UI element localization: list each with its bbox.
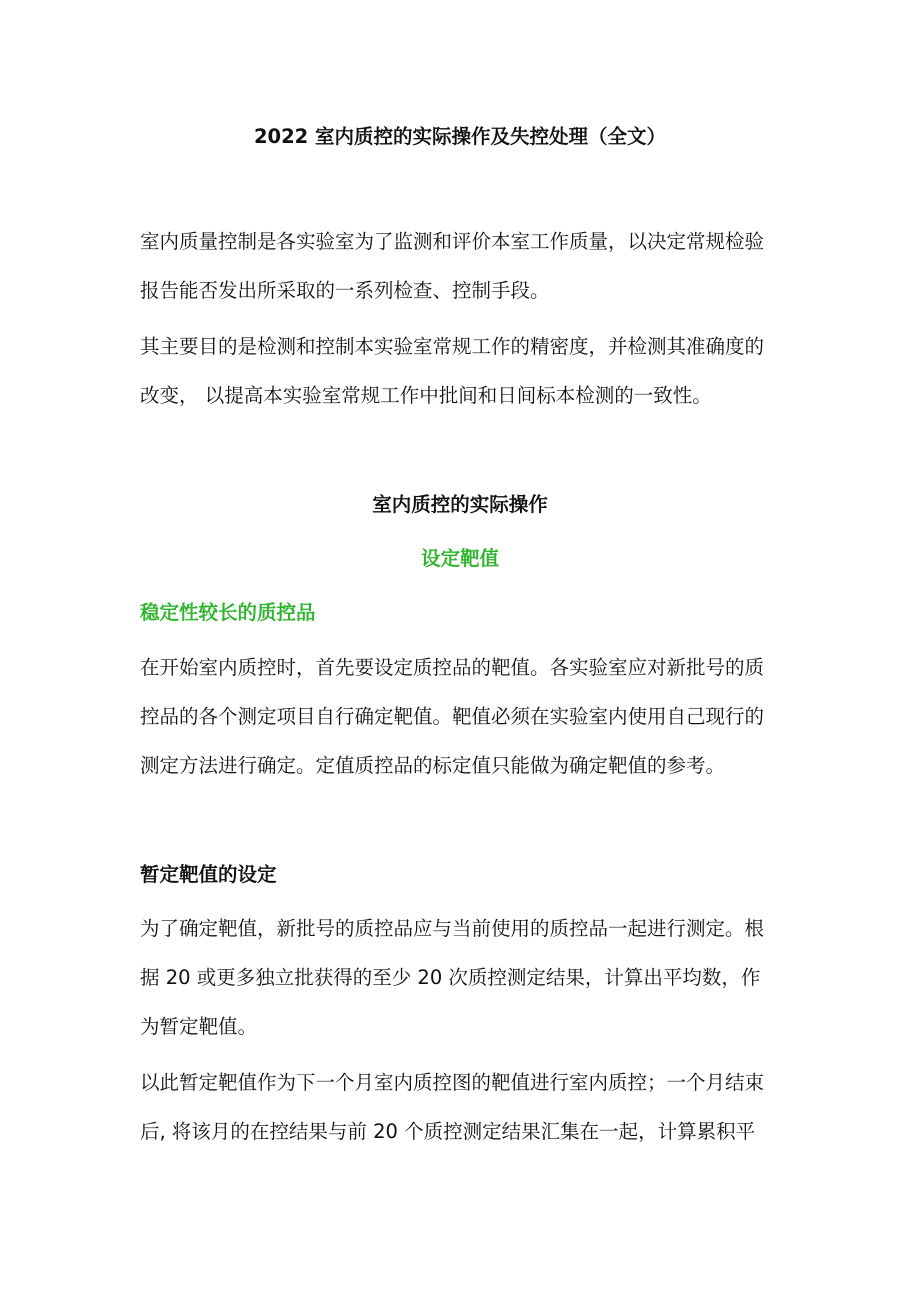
section-heading: 室内质控的实际操作	[372, 493, 548, 516]
provisional-heading: 暂定靶值的设定	[140, 863, 277, 886]
paragraph-line: 以此暂定靶值作为下一个月室内质控图的靶值进行室内质控；一个月结束	[140, 1071, 765, 1094]
paragraph-line: 改变， 以提高本实验室常规工作中批间和日间标本检测的一致性。	[140, 384, 712, 407]
paragraph-line: 报告能否发出所采取的一系列检查、控制手段。	[140, 279, 550, 302]
sub-subsection-heading: 稳定性较长的质控品	[140, 601, 316, 624]
subsection-heading: 设定靶值	[420, 547, 499, 570]
paragraph-line: 控品的各个测定项目自行确定靶值。靶值必须在实验室内使用自己现行的	[140, 705, 765, 728]
paragraph-line: 后, 将该月的在控结果与前 20 个质控测定结果汇集在一起，计算累积平	[140, 1120, 756, 1143]
paragraph-line: 为了确定靶值，新批号的质控品应与当前使用的质控品一起进行测定。根	[140, 917, 765, 940]
paragraph-line: 据 20 或更多独立批获得的至少 20 次质控测定结果，计算出平均数，作	[140, 966, 761, 989]
paragraph-line: 其主要目的是检测和控制本实验室常规工作的精密度，并检测其准确度的	[140, 335, 765, 358]
paragraph-line: 为暂定靶值。	[140, 1015, 258, 1038]
document-title: 2022 室内质控的实际操作及失控处理（全文）	[253, 125, 667, 148]
paragraph-line: 测定方法进行确定。定值质控品的标定值只能做为确定靶值的参考。	[140, 754, 726, 777]
paragraph-line: 在开始室内质控时，首先要设定质控品的靶值。各实验室应对新批号的质	[140, 656, 765, 679]
paragraph-line: 室内质量控制是各实验室为了监测和评价本室工作质量，以决定常规检验	[140, 230, 765, 253]
